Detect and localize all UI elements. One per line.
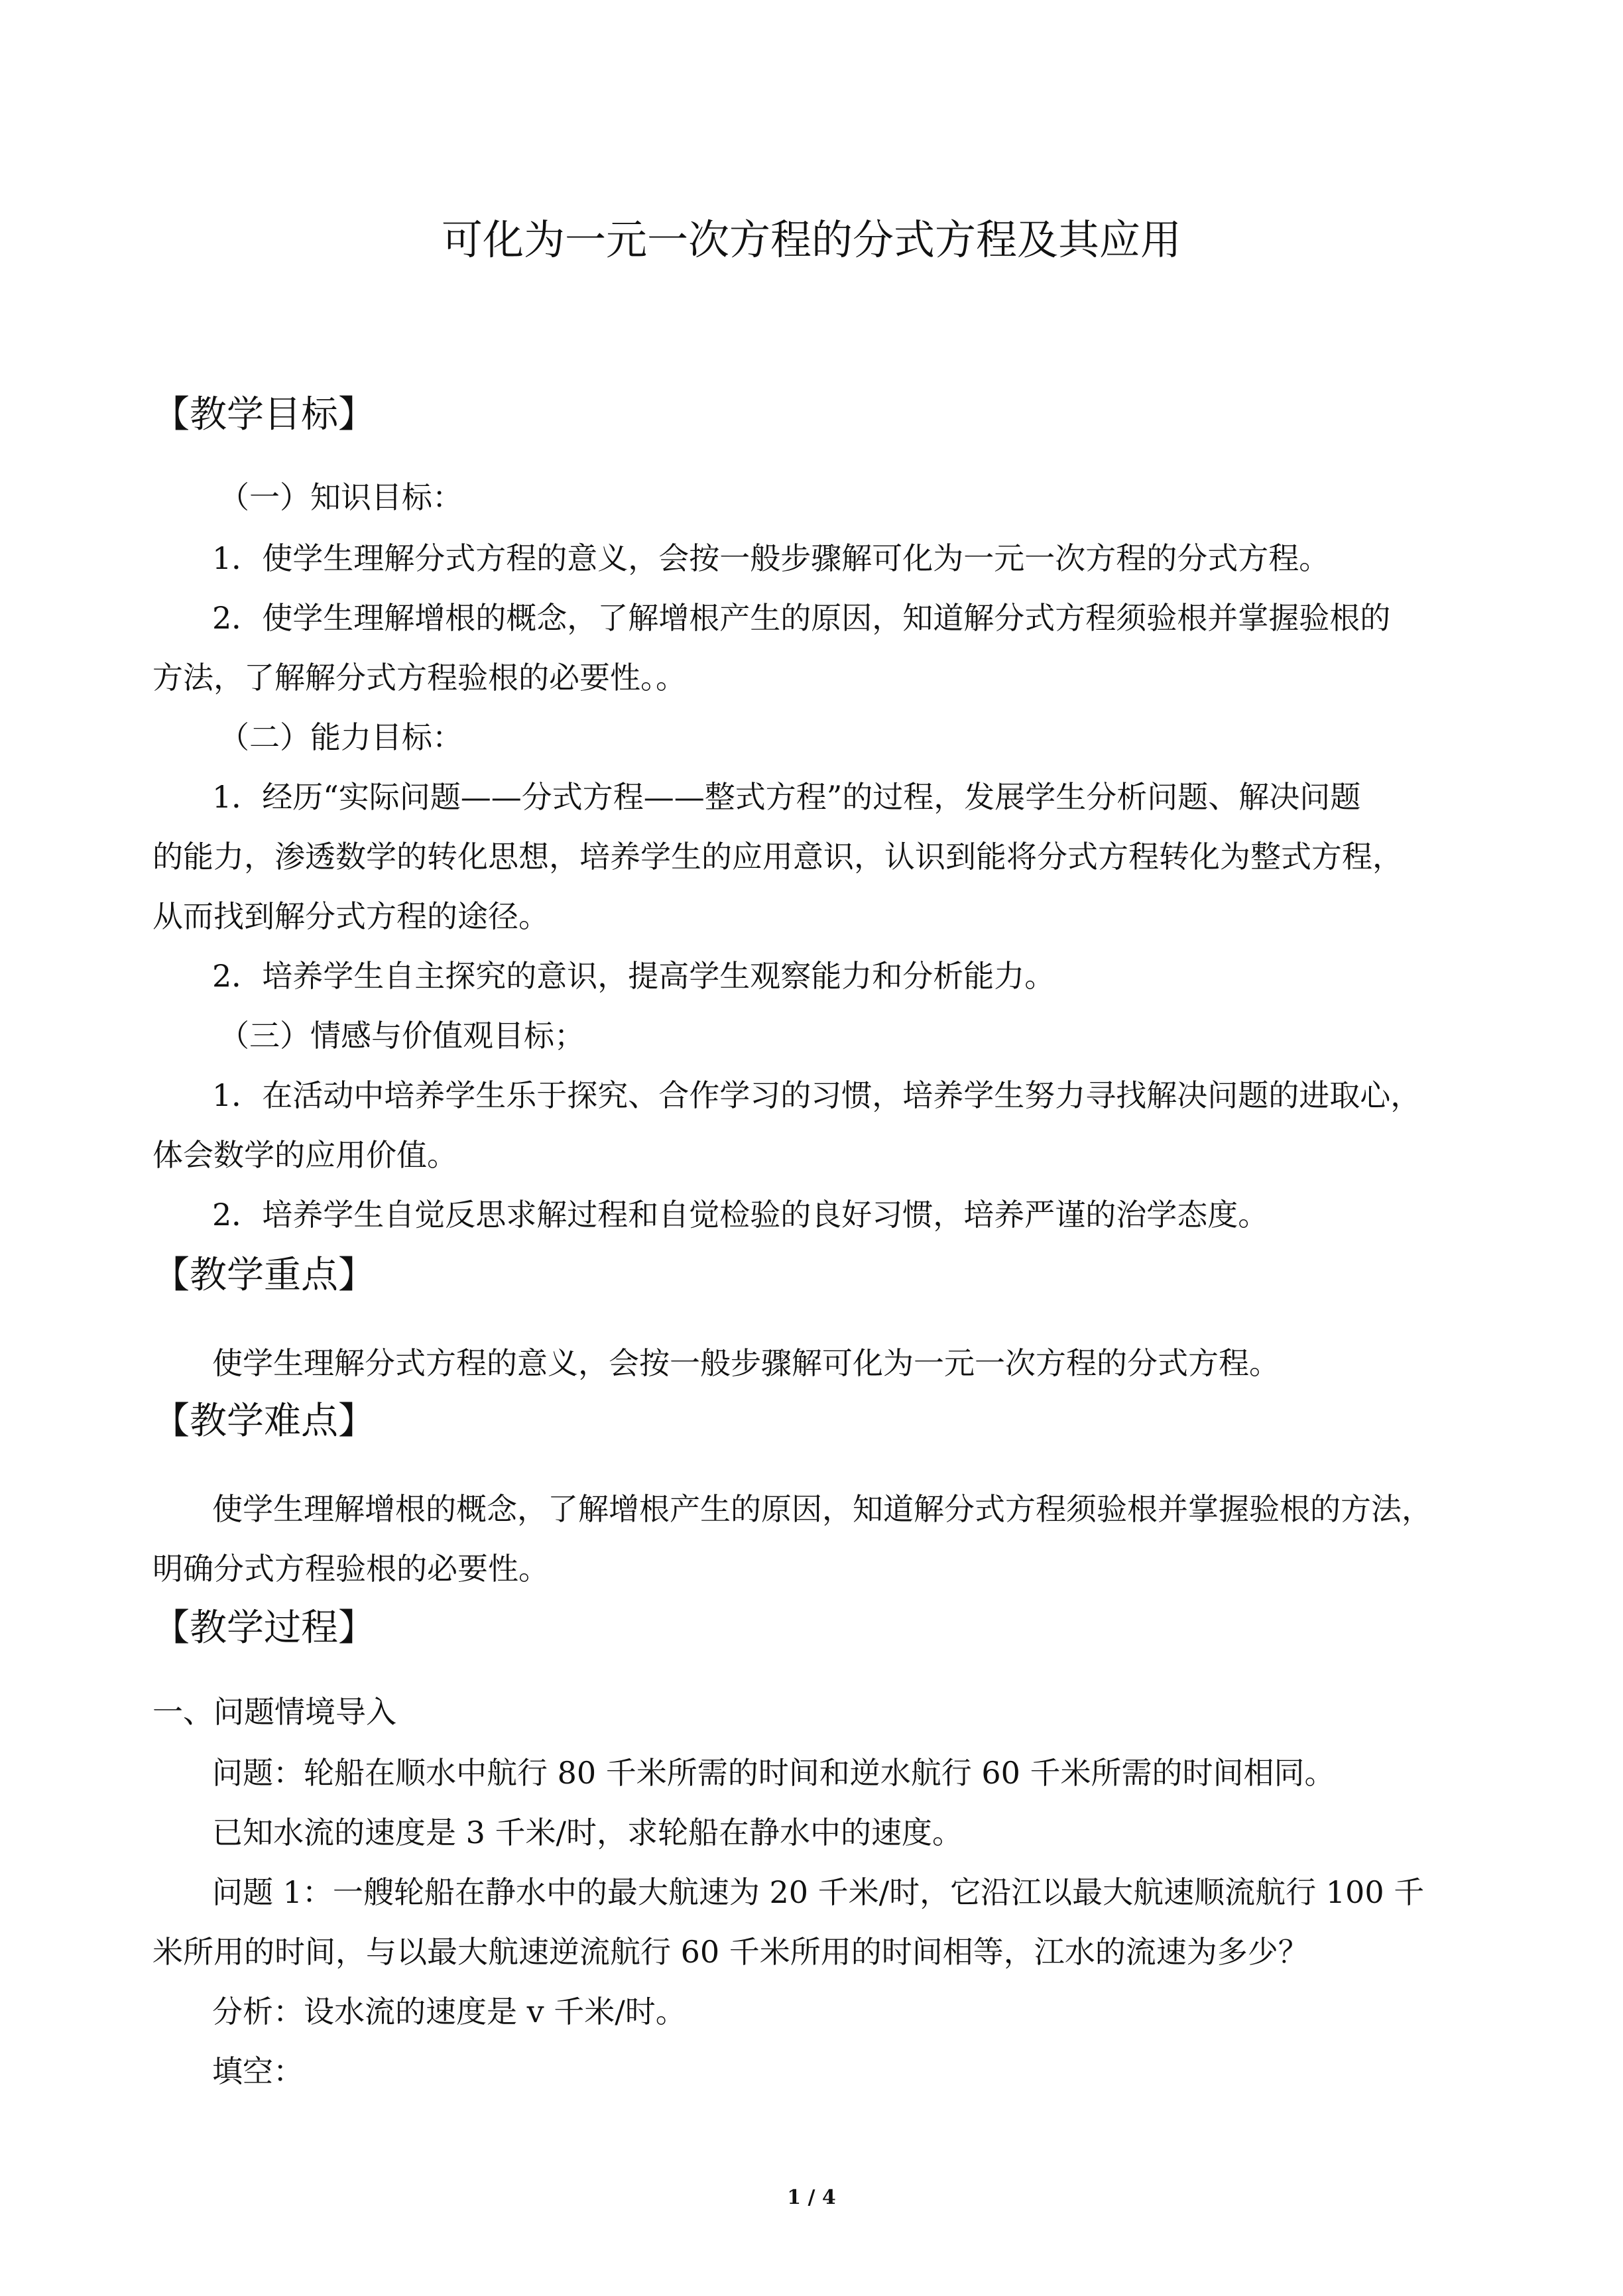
emotion-item-1-line-1: 1．在活动中培养学生乐于探究、合作学习的习惯，培养学生努力寻找解决问题的进取心， <box>212 1077 1421 1113</box>
knowledge-label: （一）知识目标： <box>219 479 463 515</box>
objectives-heading: 【教学目标】 <box>152 393 375 436</box>
problem-line-1: 问题：轮船在顺水中航行 80 千米所需的时间和逆水航行 60 千米所需的时间相同。 <box>212 1755 1335 1791</box>
knowledge-item-2-line-1: 2．使学生理解增根的概念，了解增根产生的原因，知道解分式方程须验根并掌握验根的 <box>212 600 1391 636</box>
analysis-line: 分析：设水流的速度是 v 千米/时。 <box>212 1994 686 2029</box>
key-points-text: 使学生理解分式方程的意义，会按一般步骤解可化为一元一次方程的分式方程。 <box>212 1345 1280 1381</box>
key-points-heading: 【教学重点】 <box>152 1254 375 1297</box>
difficulties-line-2: 明确分式方程验根的必要性。 <box>152 1551 549 1587</box>
difficulties-line-1: 使学生理解增根的概念，了解增根产生的原因，知道解分式方程须验根并掌握验根的方法， <box>212 1491 1432 1527</box>
page-number: 1 / 4 <box>787 2186 836 2209</box>
ability-item-1-line-2: 的能力，渗透数学的转化思想，培养学生的应用意识，认识到能将分式方程转化为整式方程， <box>152 839 1403 875</box>
ability-item-1-line-1: 1．经历“实际问题——分式方程——整式方程”的过程，发展学生分析问题、解决问题 <box>212 779 1361 815</box>
ability-item-1-line-3: 从而找到解分式方程的途径。 <box>152 898 549 934</box>
problem-1-line-2: 米所用的时间，与以最大航速逆流航行 60 千米所用的时间相等，江水的流速为多少？ <box>152 1934 1309 1970</box>
ability-item-2: 2．培养学生自主探究的意识，提高学生观察能力和分析能力。 <box>212 958 1055 994</box>
emotion-label: （三）情感与价值观目标； <box>219 1018 585 1054</box>
knowledge-item-1: 1．使学生理解分式方程的意义，会按一般步骤解可化为一元一次方程的分式方程。 <box>212 540 1330 576</box>
process-heading: 【教学过程】 <box>152 1606 375 1650</box>
fill-line: 填空： <box>212 2053 304 2089</box>
knowledge-item-2-line-2: 方法，了解解分式方程验根的必要性。。 <box>152 660 686 695</box>
ability-label: （二）能力目标： <box>219 719 463 755</box>
emotion-item-2: 2．培养学生自觉反思求解过程和自觉检验的良好习惯，培养严谨的治学态度。 <box>212 1197 1269 1233</box>
problem-1-line-1: 问题 1：一艘轮船在静水中的最大航速为 20 千米/时，它沿江以最大航速顺流航行 100 千 <box>212 1874 1425 1910</box>
document-title: 可化为一元一次方程的分式方程及其应用 <box>441 215 1181 264</box>
process-part-1: 一、问题情境导入 <box>152 1694 396 1730</box>
problem-line-2: 已知水流的速度是 3 千米/时，求轮船在静水中的速度。 <box>212 1815 963 1850</box>
difficulties-heading: 【教学难点】 <box>152 1400 375 1443</box>
emotion-item-1-line-2: 体会数学的应用价值。 <box>152 1137 457 1173</box>
